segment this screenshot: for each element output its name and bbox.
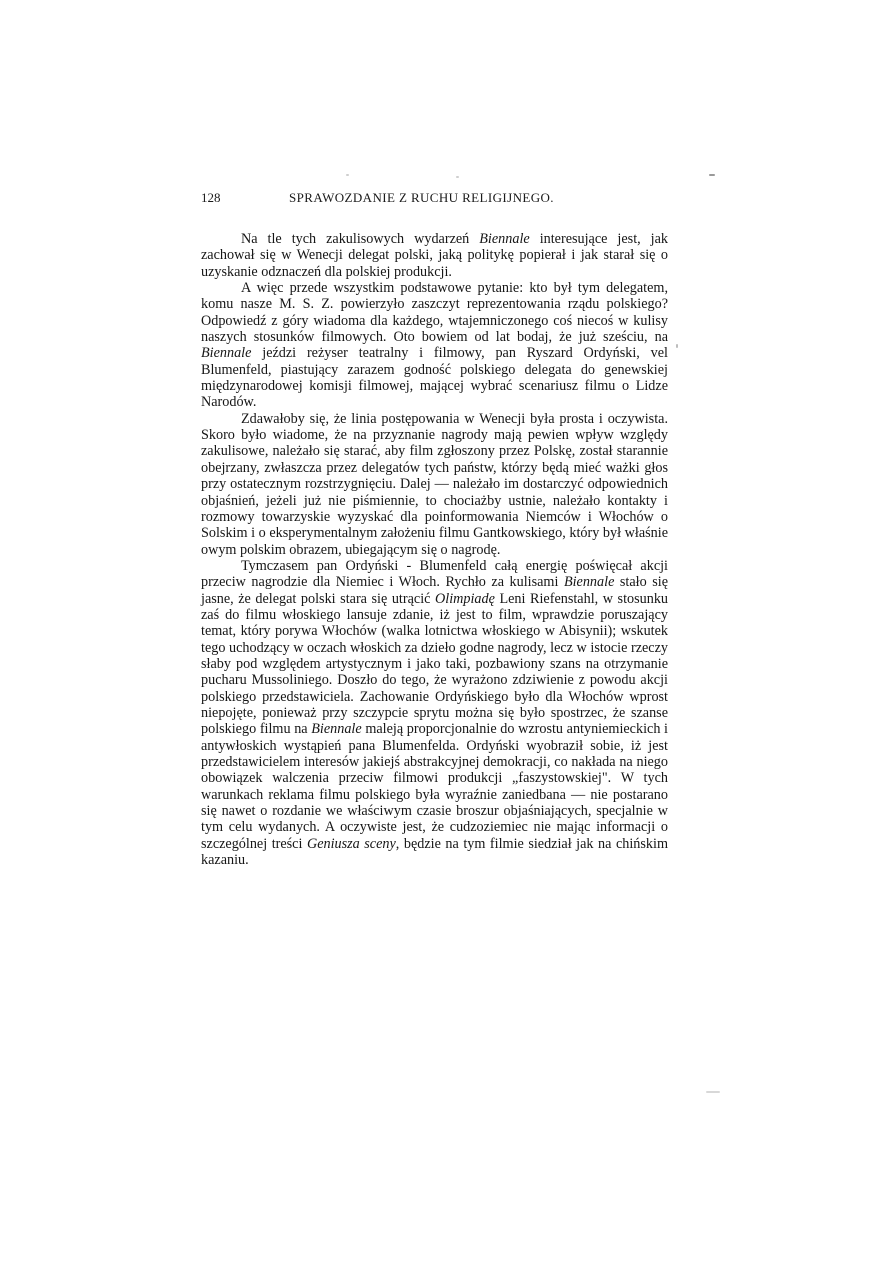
scan-speck [709,174,715,176]
scan-speck [676,344,678,348]
page-number: 128 [201,190,221,205]
italic-title: Biennale [311,721,362,738]
text-run: stało się jasne, że delegat polski stara się utrącić [201,574,668,607]
text-run: A więc przede wszystkim podstawowe pytanie: kto był tym delegatem, komu nasze M. S. Z. powierzyło zaszczyt reprezentowania rządu polskiego? Odpowiedź z góry wiadoma dla każdego, wtajemniczonego coś niecoś w kulisy naszych stosunków filmowych. Oto bowiem od lat bodaj, że już sześciu, na [201,280,668,346]
text-run: interesujące jest, jak zachował się w Wenecji delegat polski, jaką politykę popierał i jak starał się o uzyskanie odznaczeń dla polskiej produkcji. [201,231,668,280]
text-run: , będzie na tym filmie siedział jak na chińskim kazaniu. [201,835,668,869]
text-run: maleją proporcjonalnie do wzrostu antyniemieckich i antywłoskich wystąpień pana Blumenfelda. Ordyński wyobraził sobie, iż jest przedstawicielem interesów jakiejś abstrakcyjnej demokracji, co nakłada na niego obowiązek walczenia przeciw filmowi produkcji „faszystowskiej". W tych warunkach reklama filmu polskiego była wyraźnie zaniedbana — nie postarano się nawet o rozdanie we właściwym czasie broszur objaśniających, specjalnie w tym celu wydanych. A oczywiste jest, że cudzoziemiec nie mając informacji o szczególnej treści [201,721,668,852]
italic-title: Biennale [201,345,252,362]
scan-speck [706,1091,720,1093]
paragraph [201,231,668,280]
scan-speck [456,176,459,178]
text-run: Tymczasem pan Ordyński - Blumenfeld całą energię poświęcał akcji przeciw nagrodzie dla Niemiec i Włoch. Rychło za kulisami [201,557,668,591]
italic-title: Biennale [479,231,530,247]
paragraph [201,411,668,558]
text-run: jeździ reżyser teatralny i filmowy, pan Ryszard Ordyński, vel Blumenfeld, piastujący zarazem godność polskiego delegata do genewskiej międzynarodowej komisji filmowej, mającej wybrać scenariusz filmu o Lidze Narodów. [201,345,668,411]
running-head: SPRAWOZDANIE Z RUCHU RELIGIJNEGO. [289,190,554,205]
scan-speck [346,174,349,176]
italic-title: Geniusza sceny [306,835,396,852]
text-run: Leni Riefenstahl, w stosunku zaś do filmu włoskiego lansuje zdanie, iż jest to film, wprawdzie poruszający temat, który porywa Włochów (walka lotnictwa włoskiego w Abisynii); wskutek tego uchodzący w oczach włoskich za dzieło godne nagrody, lecz w istocie rzeczy słaby pod względem artystycznym i jako taki, pozbawiony szans na otrzymanie pucharu Mussoliniego. Doszło do tego, że wyrażono zdziwienie z powodu akcji polskiego przedstawiciela. Zachowanie Ordyńskiego było dla Włochów wprost niepojęte, ponieważ przy szczypcie sprytu można się było spostrzec, że szanse polskiego filmu na [201,590,669,738]
body-text [201,231,668,868]
paragraph [201,280,668,411]
page-header [201,190,668,212]
italic-title: Biennale [563,574,615,591]
paragraph [201,558,668,869]
italic-title: Olimpiadę [435,590,495,607]
text-run: Na tle tych zakulisowych wydarzeń [241,231,480,247]
text-run: Zdawałoby się, że linia postępowania w Wenecji była prosta i oczywista. Skoro było wiadome, że na przyznanie nagrody mają pewien wpływ względy zakulisowe, należało się starać, aby film zgłoszony przez Polskę, został starannie obejrzany, zwłaszcza przez delegatów tych państw, którzy będą mieć ważki głos przy ostatecznym rozstrzygnięciu. Dalej — należało im dostarczyć odpowiednich objaśnień, jeżeli już nie piśmiennie, to chociażby ustnie, należało kontakty i rozmowy towarzyskie wyzyskać dla poinformowania Niemców i Włochów o Solskim i o eksperymentalnym założeniu filmu Gantkowskiego, który był właśnie owym polskim obrazem, ubiegającym się o nagrodę. [201,410,668,558]
